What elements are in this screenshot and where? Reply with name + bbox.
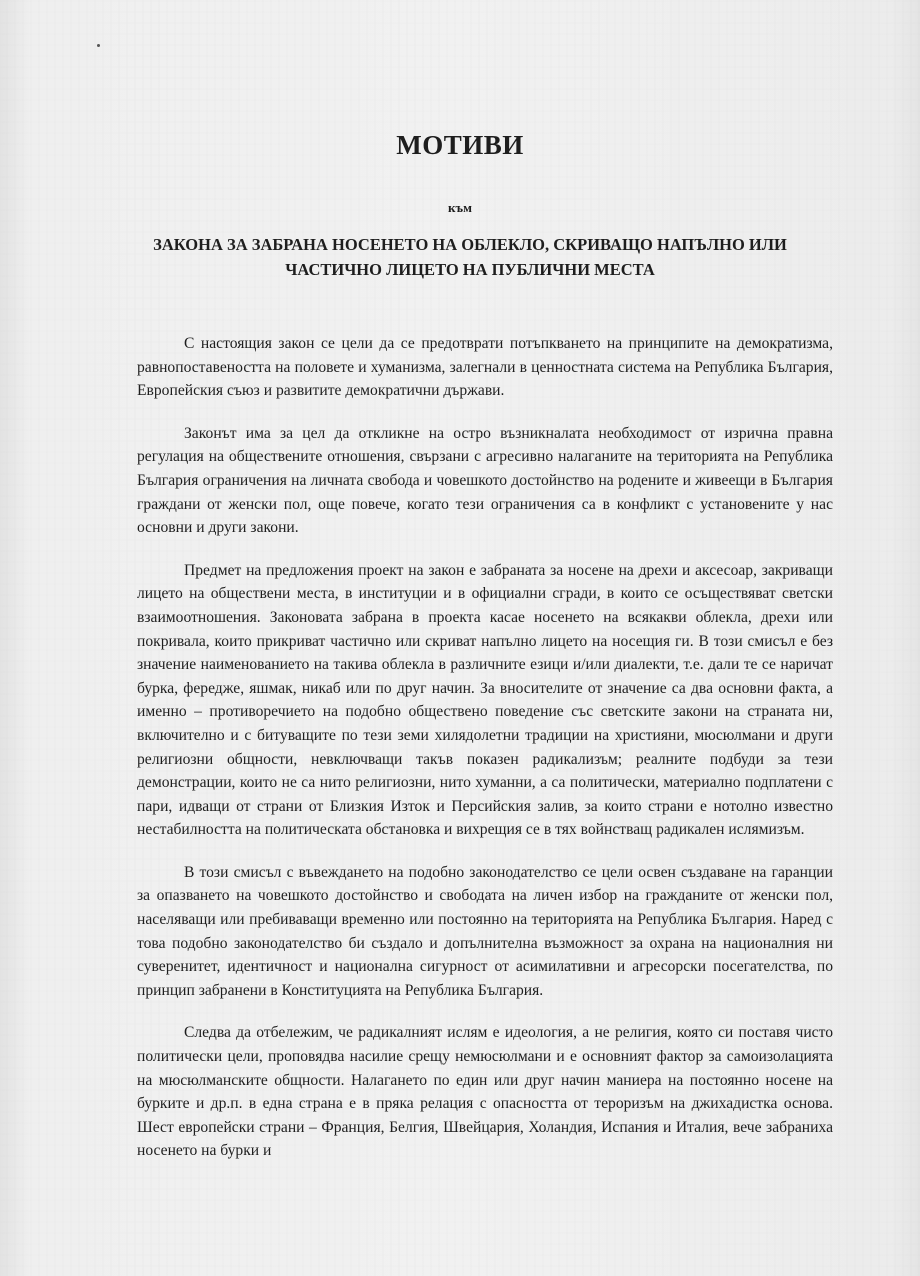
law-title	[130, 232, 810, 282]
document-title: МОТИВИ	[396, 130, 524, 160]
paragraph-2: Законът има за цел да откликне на остро възникналата необходимост от изрична правна регулация на обществените отношения, свързани с агресивно налаганите на територията на Република България ограничения на личната свобода и човешкото достойнство на родените и живеещи в България граждани от женски пол, още повече, когато тези ограничения са в конфликт с установените у нас основни и други закони.	[137, 424, 833, 537]
paragraph-1: С настоящия закон се цели да се предотврати потъпкването на принципите на демократизма, равнопоставеността на половете и хуманизма, залегнали в ценностната система на Република България, Европейския съюз и развитите демократични държави.	[137, 335, 833, 400]
paragraph-5: Следва да отбележим, че радикалният ислям е идеология, а не религия, която си поставя чисто политически цели, проповядва насилие срещу немюсюлмани и е основният фактор за самоизолацията на мюсюлманските общности. Налагането по един или друг начин маниера на постоянно носене на бурките и др.п. в една страна е в пряка релация с опасността от тероризъм на джихадистка основа. Шест европейски страни – Франция, Белгия, Швейцария, Холандия, Испания и Италия, вече забраниха носенето на бурки и	[137, 1024, 833, 1160]
paragraph-3: Предмет на предложения проект на закон е забраната за носене на дрехи и аксесоар, закриващи лицето на обществени места, в институции и в официални сгради, в които се осъществяват светски взаимоотношения. Законовата забрана в проекта касае носенето на всякакви облекла, дрехи или покривала, които прикриват частично или скриват напълно лицето на носещия ги. В този смисъл е без значение наименованието на такива облекла в различните езици и/или диалекти, т.е. дали те се наричат бурка, фередже, яшмак, никаб или по друг начин. За вносителите от значение са два основни факта, а именно – противоречието на подобно обществено поведение със светските закони на страната ни, включително и с битуващите по тези земи хилядолетни традиции на християни, мюсюлмани и други религиозни общности, невключващи такъв показен радикализъм; реалните подбуди за тези демонстрации, които не са нито религиозни, нито хуманни, а са политически, материално подплатени с пари, идващи от страни от Близкия Изток и Персийския залив, за които страни е нотолно известно нестабилността на политическата обстановка и вихрещия се в тях войнстващ радикален ислямизъм.	[137, 561, 833, 839]
law-title-line-2: ЧАСТИЧНО ЛИЦЕТО НА ПУБЛИЧНИ МЕСТА	[285, 260, 655, 279]
document-subtitle: към	[448, 200, 472, 215]
document-body	[137, 332, 833, 1182]
paragraph-4: В този смисъл с въвеждането на подобно законодателство се цели освен създаване на гаранции за опазването на човешкото достойнство и свободата на личен избор на гражданите от женски пол, населяващи или пребиваващи временно или постоянно на територията на Република България. Наред с това подобно законодателство би създало и допълнителна възможност за охрана на националния ни суверенитет, идентичност и национална сигурност от асимилативни и агресорски посегателства, по принцип забранени в Конституцията на Република България.	[137, 863, 833, 999]
law-title-line-1: ЗАКОНА ЗА ЗАБРАНА НОСЕНЕТО НА ОБЛЕКЛО, СКРИВАЩО НАПЪЛНО ИЛИ	[153, 235, 787, 254]
scan-speck	[97, 44, 100, 47]
